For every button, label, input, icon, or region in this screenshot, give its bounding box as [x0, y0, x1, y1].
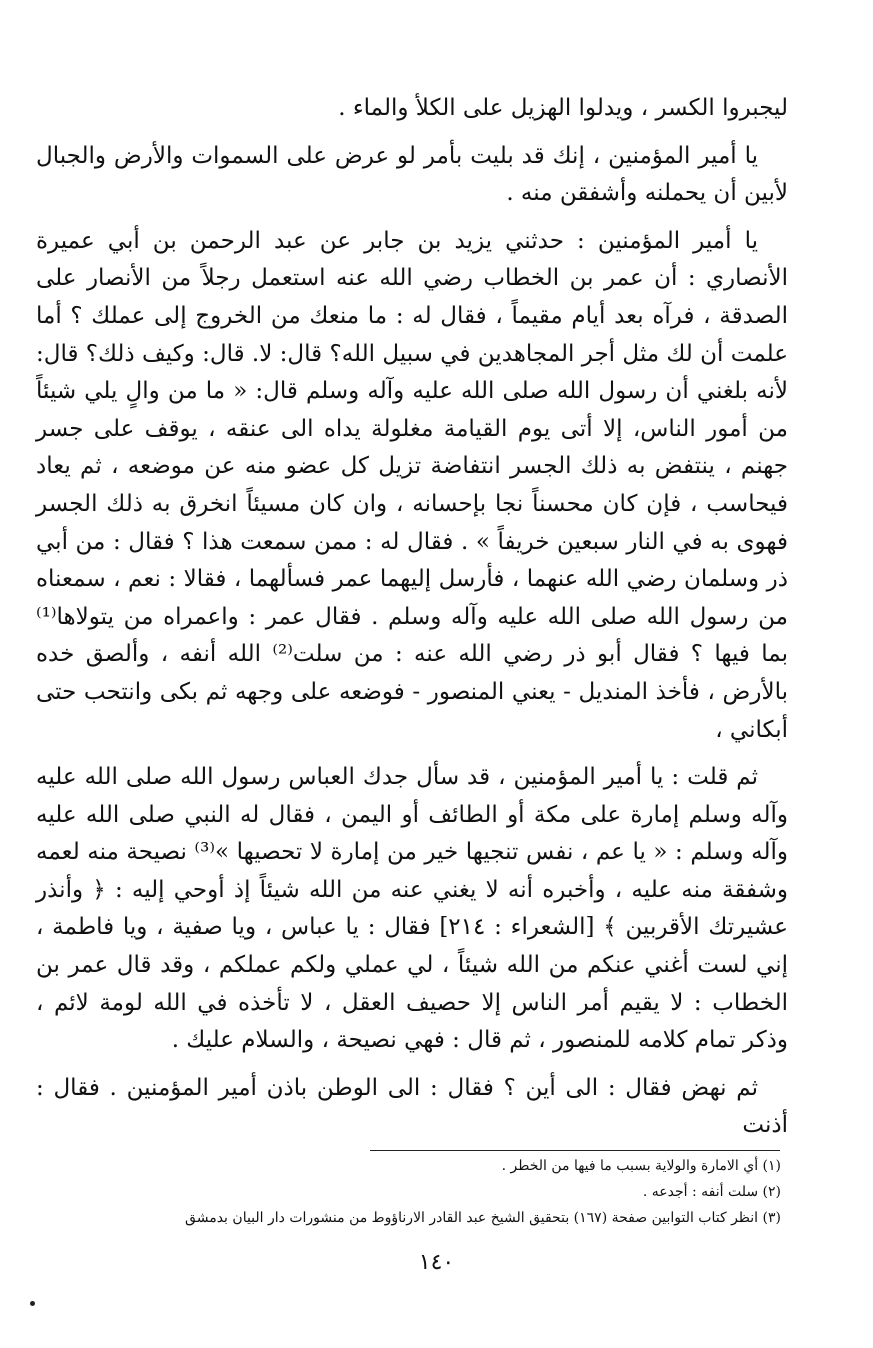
- page-number: ١٤٠: [418, 1250, 455, 1275]
- paragraph: ثم نهض فقال : الى أين ؟ فقال : الى الوطن باذن أمير المؤمنين . فقال : أذنت: [36, 1074, 788, 1139]
- paragraph: ليجبروا الكسر ، ويدلوا الهزيل على الكلأ والماء .: [338, 95, 788, 121]
- scan-speck: [30, 1301, 35, 1306]
- footnotes: [40, 1153, 781, 1231]
- footnote-separator: [370, 1150, 780, 1151]
- footnote: (٢) سلت أنفه : أجدعه .: [642, 1184, 781, 1200]
- body-text: [36, 90, 788, 1145]
- paragraph: ثم قلت : يا أمير المؤمنين ، قد سأل جدك العباس رسول الله صلى الله عليه وآله وسلم إمارة على مكة أو الطائف أو اليمن ، فقال له النبي صلى الله عليه وآله وسلم : « يا عم ، نفس تنجيها خير من إمارة لا تحصيها »⁽³⁾ نصيحة منه لعمه وشفقة منه عليه ، وأخبره أنه لا يغني عنه من الله شيئاً إذ أوحي إليه : ﴿ وأنذر عشيرتك الأقربين ﴾ [الشعراء : ٢١٤] فقال : يا عباس ، ويا صفية ، ويا فاطمة ، إني لست أغني عنكم من الله شيئاً ، لي عملي ولكم عملكم ، وقد قال عمر بن الخطاب : لا يقيم أمر الناس إلا حصيف العقل ، لا تأخذه في الله لومة لائم ، وذكر تمام كلامه للمنصور ، ثم قال : فهي نصيحة ، والسلام عليك .: [36, 764, 788, 1054]
- footnote: (١) أي الامارة والولاية بسبب ما فيها من الخطر .: [501, 1158, 781, 1174]
- paragraph: يا أمير المؤمنين ، إنك قد بليت بأمر لو عرض على السموات والأرض والجبال لأبين أن يحملنه وأشفقن منه .: [36, 142, 788, 207]
- paragraph: يا أمير المؤمنين : حدثني يزيد بن جابر عن عبد الرحمن بن أبي عميرة الأنصاري : أن عمر بن الخطاب رضي الله عنه استعمل رجلاً من الأنصار على الصدقة ، فرآه بعد أيام مقيماً ، فقال له : ما منعك من الخروج إلى عملك ؟ أما علمت أن لك مثل أجر المجاهدين في سبيل الله؟ قال: لا. قال: وكيف ذلك؟ قال: لأنه بلغني أن رسول الله صلى الله عليه وآله وسلم قال: « ما من والٍ يلي شيئاً من أمور الناس، إلا أتى يوم القيامة مغلولة يداه الى عنقه ، يوقف على جسر جهنم ، ينتفض به ذلك الجسر انتفاضة تزيل كل عضو منه عن موضعه ، ثم يعاد فيحاسب ، فإن كان محسناً نجا بإحسانه ، وان كان مسيئاً انخرق به ذلك الجسر فهوى به في النار سبعين خريفاً » . فقال له : ممن سمعت هذا ؟ فقال : من أبي ذر وسلمان رضي الله عنهما ، فأرسل إليهما عمر فسألهما ، فقالا : نعم ، سمعناه من رسول الله صلى الله عليه وآله وسلم . فقال عمر : واعمراه من يتولاها⁽¹⁾ بما فيها ؟ فقال أبو ذر رضي الله عنه : من سلت⁽²⁾ الله أنفه ، وألصق خده بالأرض ، فأخذ المنديل - يعني المنصور - فوضعه على وجهه ثم بكى وانتحب حتى أبكاني ،: [36, 227, 789, 743]
- footnote: (٣) انظر كتاب التوابين صفحة (١٦٧) بتحقيق الشيخ عبد القادر الارناؤوط من منشورات دار البيان بدمشق: [185, 1210, 781, 1226]
